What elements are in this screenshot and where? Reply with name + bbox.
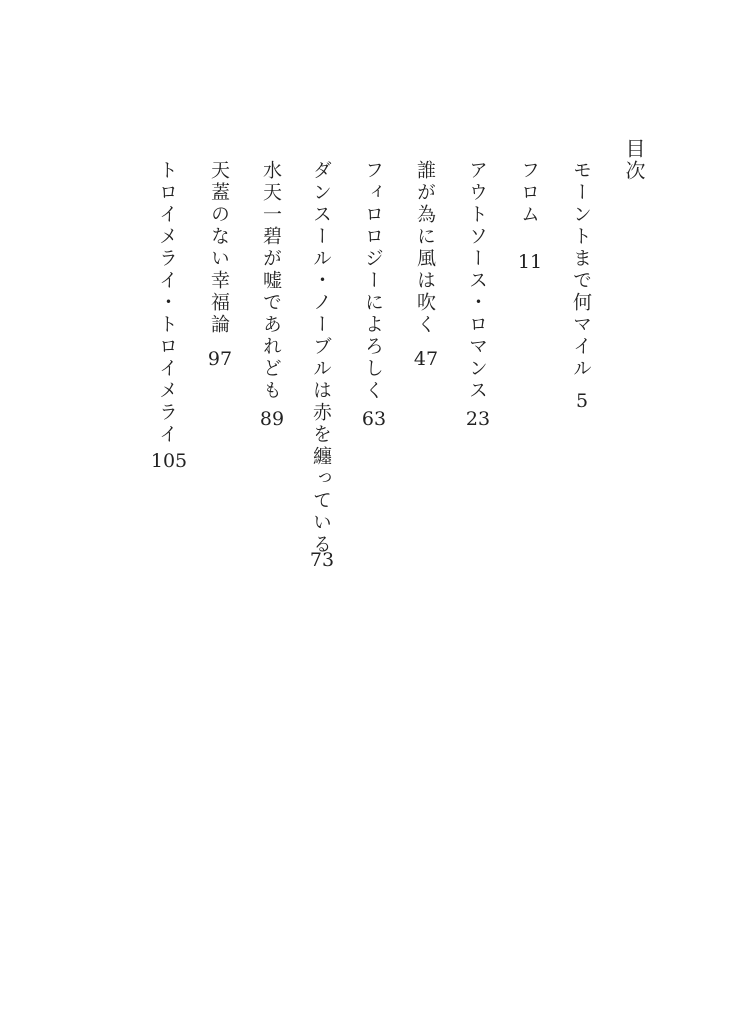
toc-entry-title-9: トロイメライ・トロイメライ: [156, 160, 178, 446]
toc-entry-page-3: 23: [465, 408, 491, 430]
toc-entry-page-8: 97: [207, 348, 233, 370]
toc-entry-title-1: モーントまで何マイル: [570, 160, 592, 380]
toc-entry-title-8: 天蓋のない幸福論: [208, 160, 230, 336]
toc-entry-title-6: ダンスール・ノーブルは赤を纏っている: [310, 160, 332, 556]
toc-entry-page-6: 73: [309, 549, 335, 571]
toc-entry-page-9: 105: [150, 450, 188, 472]
toc-entry-page-1: 5: [575, 390, 589, 412]
toc-entry-title-5: フィロロジーによろしく: [362, 160, 384, 402]
toc-entry-page-4: 47: [413, 348, 439, 370]
toc-heading: 目次: [622, 138, 646, 182]
toc-entry-page-5: 63: [361, 408, 387, 430]
toc-entry-title-4: 誰が為に風は吹く: [414, 160, 436, 336]
toc-entry-page-2: 11: [517, 251, 543, 273]
toc-entry-title-2: フロム: [518, 160, 540, 226]
toc-entry-title-3: アウトソース・ロマンス: [466, 160, 488, 402]
toc-entry-title-7: 水天一碧が嘘であれども: [260, 160, 282, 402]
toc-entry-page-7: 89: [259, 408, 285, 430]
